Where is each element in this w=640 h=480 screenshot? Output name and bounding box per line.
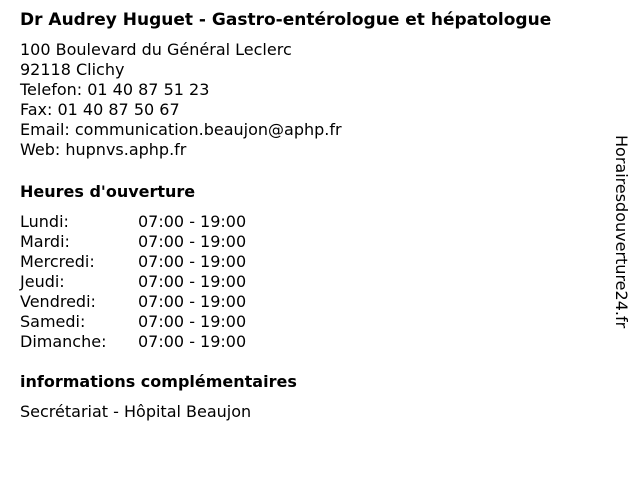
hours-row-monday [20, 212, 610, 232]
phone-number: Telefon: 01 40 87 51 23 [20, 80, 210, 99]
hours-heading: Heures d'ouverture [20, 182, 196, 201]
page-title: Dr Audrey Huguet - Gastro-entérologue et hépatologue [20, 10, 552, 30]
hours-table [20, 212, 610, 352]
brand-label: Horairesdouverture24.fr [612, 135, 631, 329]
time-range: 07:00 - 19:00 [138, 332, 247, 351]
website: Web: hupnvs.aphp.fr [20, 140, 187, 159]
address-block [20, 40, 610, 160]
day-label: Jeudi: [20, 272, 65, 291]
hours-row-friday [20, 292, 610, 312]
day-label: Samedi: [20, 312, 86, 331]
time-range: 07:00 - 19:00 [138, 312, 247, 331]
city-postal: 92118 Clichy [20, 60, 125, 79]
hours-row-wednesday [20, 252, 610, 272]
fax-number: Fax: 01 40 87 50 67 [20, 100, 180, 119]
day-label: Mardi: [20, 232, 70, 251]
time-range: 07:00 - 19:00 [138, 232, 247, 251]
time-range: 07:00 - 19:00 [138, 252, 247, 271]
business-listing [20, 10, 610, 422]
day-label: Lundi: [20, 212, 69, 231]
time-range: 07:00 - 19:00 [138, 292, 247, 311]
day-label: Mercredi: [20, 252, 95, 271]
time-range: 07:00 - 19:00 [138, 212, 247, 231]
info-heading: informations complémentaires [20, 372, 297, 391]
hours-row-tuesday [20, 232, 610, 252]
brand-watermark [612, 135, 632, 375]
hours-row-sunday [20, 332, 610, 352]
email-address: Email: communication.beaujon@aphp.fr [20, 120, 342, 139]
hours-row-thursday [20, 272, 610, 292]
hours-row-saturday [20, 312, 610, 332]
time-range: 07:00 - 19:00 [138, 272, 247, 291]
day-label: Vendredi: [20, 292, 96, 311]
info-text: Secrétariat - Hôpital Beaujon [20, 402, 252, 421]
day-label: Dimanche: [20, 332, 107, 351]
street-address: 100 Boulevard du Général Leclerc [20, 40, 292, 59]
